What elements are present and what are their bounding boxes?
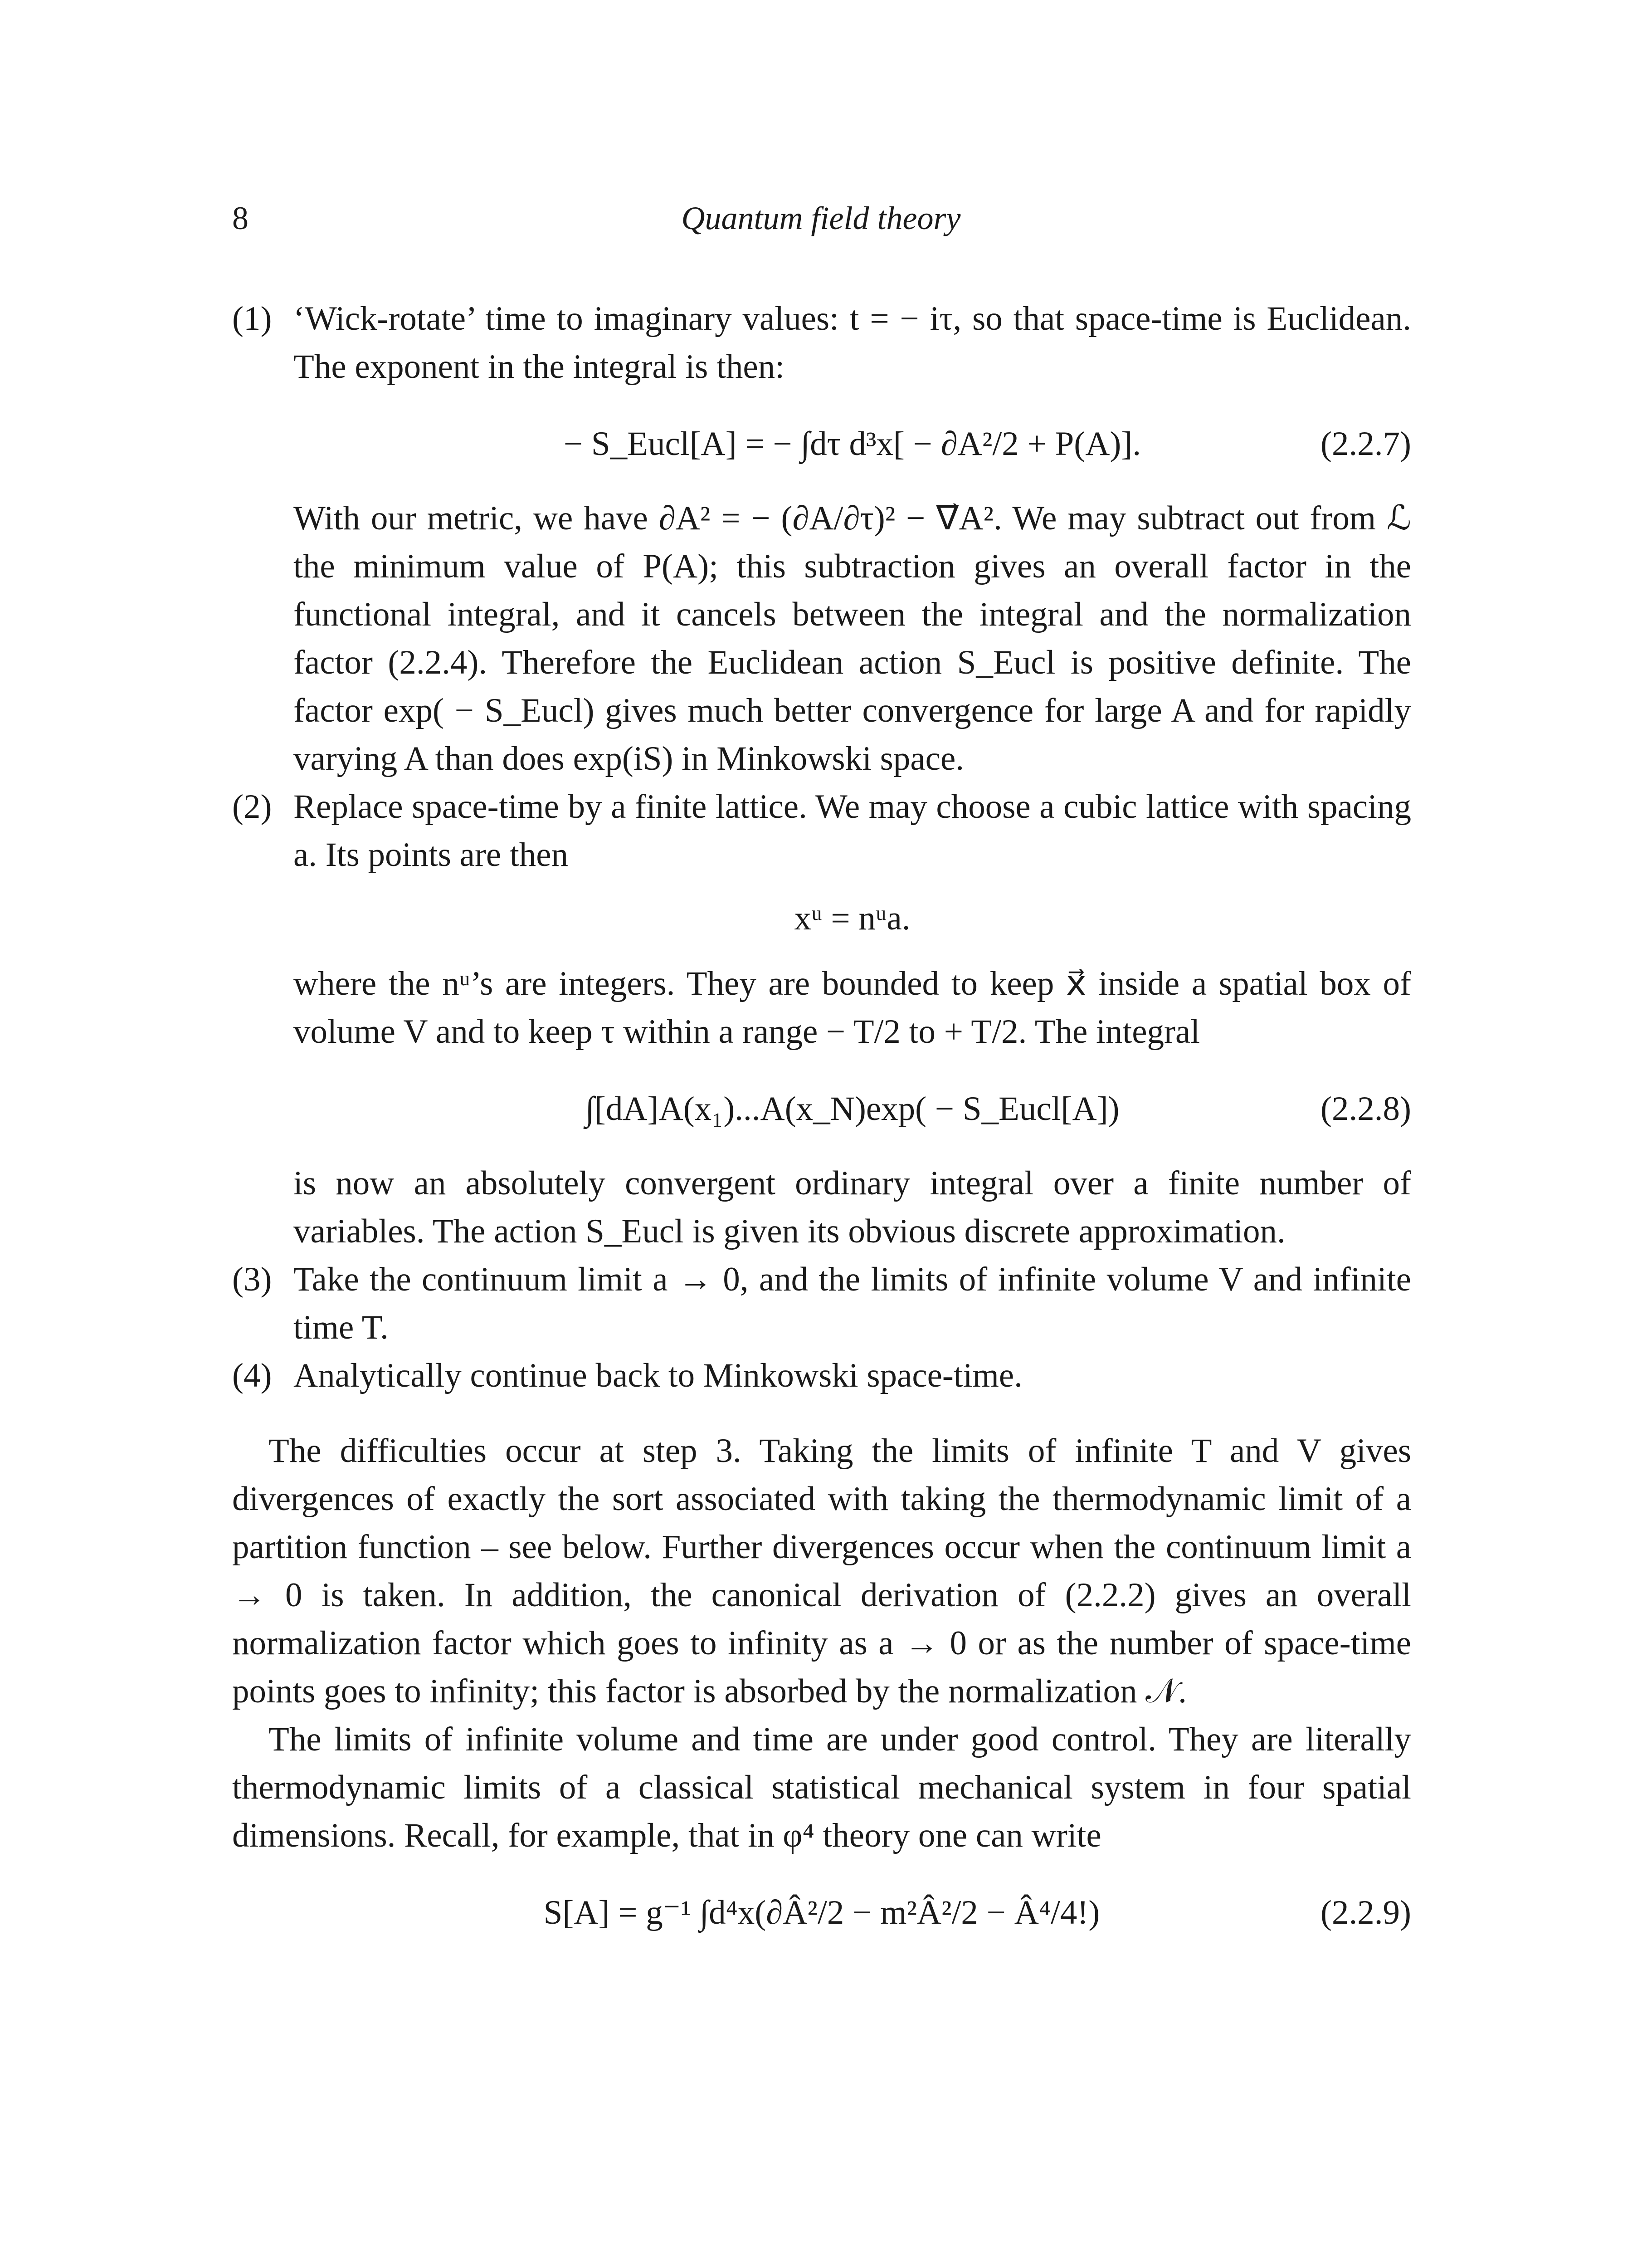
equation-math: ∫[dA]A(x₁)...A(x_N)exp( − S_Eucl[A]) <box>585 1090 1120 1128</box>
item-number: (3) <box>232 1261 272 1298</box>
item-number: (1) <box>232 300 272 337</box>
item-number: (4) <box>232 1357 272 1394</box>
equation-math: S[A] = g⁻¹ ∫d⁴x(∂Â²/2 − m²Â²/2 − Â⁴/4!) <box>543 1894 1100 1931</box>
list-item-2 <box>232 783 1411 1256</box>
lattice-equation <box>293 890 1411 949</box>
paragraph-2: The limits of infinite volume and time are under good control. They are literally thermodynamic limits of a classical statistical mechanical system in four spatial dimensions. Recall, for example, that in φ⁴ theory one can write <box>232 1721 1411 1854</box>
item-text: ‘Wick-rotate’ time to imaginary values: t = − iτ, so that space-time is Euclidean. The exponent in the integral is then: <box>293 300 1411 386</box>
item-text-continued: where the nᵘ’s are integers. They are bounded to keep x⃗ inside a spatial box of volume V and to keep τ within a range − T/2 to + T/2. The integral <box>293 965 1411 1051</box>
list-item-3 <box>232 1256 1411 1352</box>
item-text: Replace space-time by a finite lattice. We may choose a cubic lattice with spacing a. Its points are then <box>293 788 1411 874</box>
item-text-continued: is now an absolutely convergent ordinary integral over a finite number of variables. The action S_Eucl is given its obvious discrete approximation. <box>293 1164 1411 1250</box>
equation-2-2-7 <box>293 402 1411 484</box>
item-number: (2) <box>232 788 272 826</box>
page-number: 8 <box>232 200 248 236</box>
list-item-4 <box>232 1352 1411 1400</box>
equation-math: xᵘ = nᵘa. <box>794 899 911 937</box>
equation-2-2-8 <box>293 1067 1411 1149</box>
equation-2-2-9 <box>232 1871 1411 1952</box>
equation-number: (2.2.7) <box>1320 425 1411 463</box>
item-text-continued: With our metric, we have ∂A² = − (∂A/∂τ)² − ∇⃗A². We may subtract out from ℒ the minimum value of P(A); this subtraction gives an overall factor in the functional integral, and it cancels between the integral and the normalization factor (2.2.4). Therefore the Euclidean action S_Eucl is positive definite. The factor exp( − S_Eucl) gives much better convergence for large A and for rapidly varying A than does exp(iS) in Minkowski space. <box>293 499 1411 777</box>
list-item-1 <box>232 295 1411 783</box>
equation-number: (2.2.9) <box>1320 1894 1411 1931</box>
equation-number: (2.2.8) <box>1320 1090 1411 1128</box>
item-text: Take the continuum limit a → 0, and the limits of infinite volume V and infinite time T. <box>293 1261 1411 1346</box>
page-header <box>232 200 1410 249</box>
item-text: Analytically continue back to Minkowski space-time. <box>293 1357 1023 1394</box>
equation-math: − S_Eucl[A] = − ∫dτ d³x[ − ∂A²/2 + P(A)]. <box>563 425 1141 463</box>
running-title: Quantum field theory <box>681 200 961 236</box>
page-body <box>232 295 1411 1963</box>
paragraph-1: The difficulties occur at step 3. Taking the limits of infinite T and V gives divergences of exactly the sort associated with taking the thermodynamic limit of a partition function – see below. Further divergences occur when the continuum limit a → 0 is taken. In addition, the canonical derivation of (2.2.2) gives an overall normalization factor which goes to infinity as a → 0 or as the number of space-time points goes to infinity; this factor is absorbed by the normalization 𝒩. <box>232 1432 1411 1710</box>
